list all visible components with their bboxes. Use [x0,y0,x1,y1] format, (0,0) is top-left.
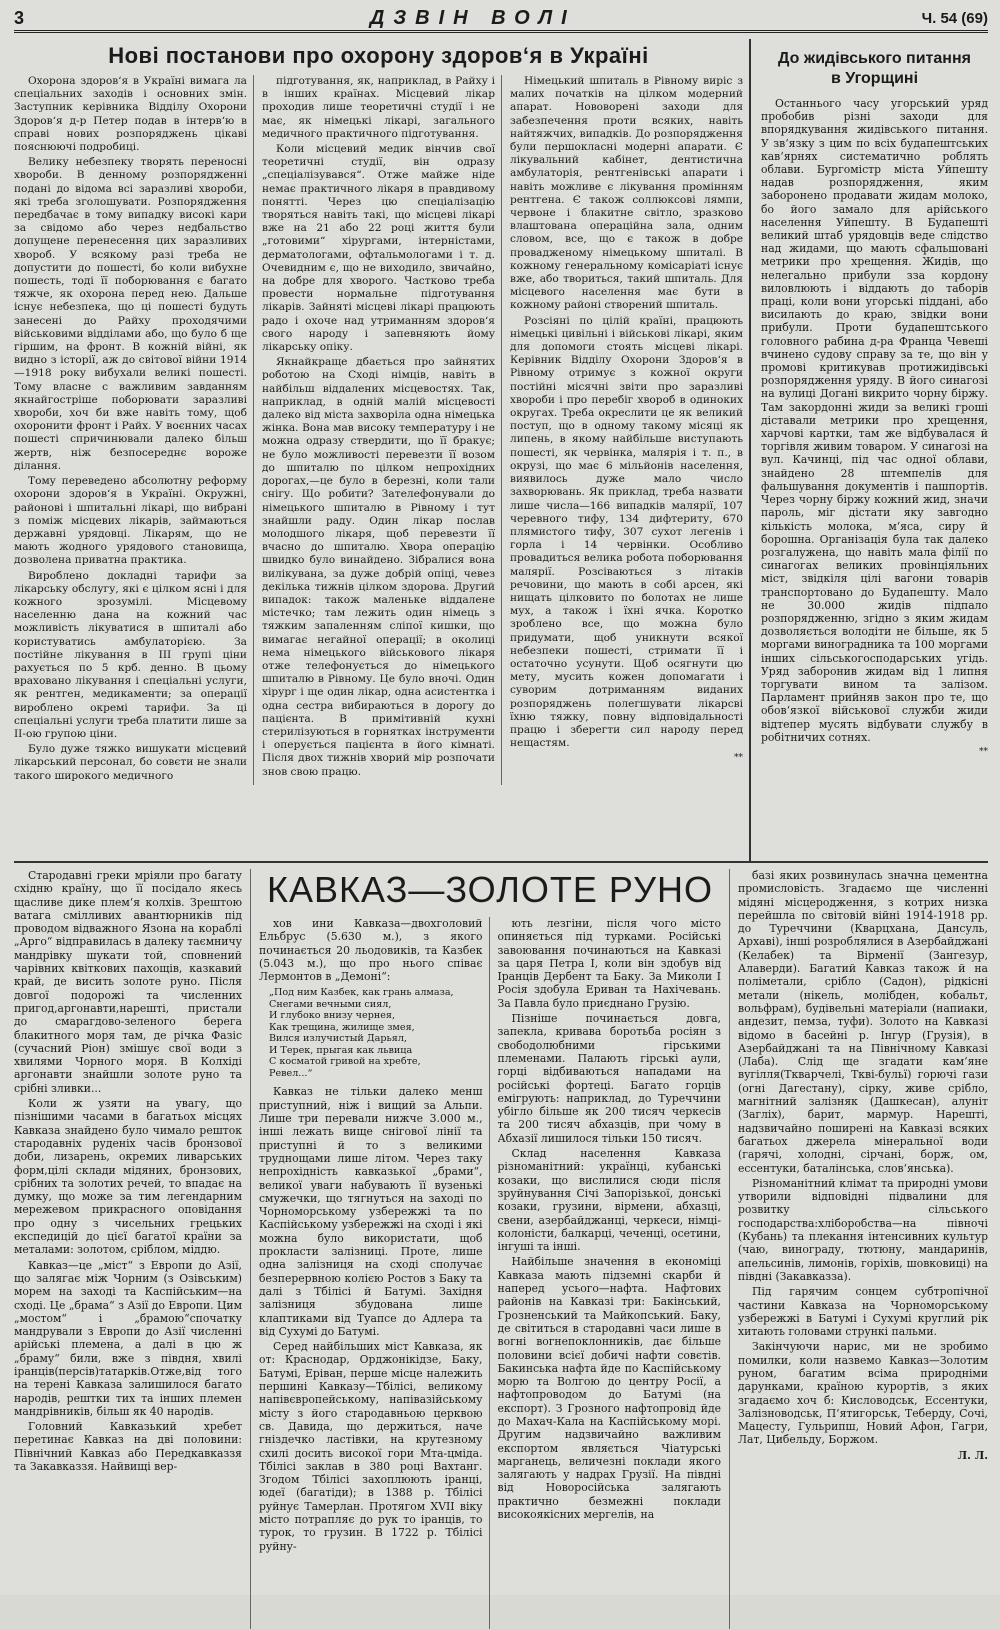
paragraph: Кавказ не тільки далеко менш приступний, ніж і вищий за Альпи. Лише три перевали нижче 3.000 м., інші лежать вище снігової лінії та приступні й то з великими труднощами лише літом. Через таку непрохідність кавказької „брами“, великої уваги набувають її вузенькі смужечки, що тягнуться на заході по Чорноморському узбережжі та по Каспійському узбережжі на сході і які можна було використати, щоб прокласти залізниці. Проте, лише одна залізниця на сході сполучає безперервною колією Ростов з Баку та далі з Тбілісі й Батумі. Західня залізниця збудована лише клаптиками від Туапсе до Адлера та від Сухумі до Батумі. [259,1085,483,1338]
article-caucasus-left-column [14,869,250,1629]
author-signature: Л. Л. [957,1448,988,1462]
paragraph: Коли ж узяти на увагу, що пізнішими часами в багатьох місцях Кавказа знайдено було чимало решток стародавніх руденіх часів бронзової доби, лизарень, окремих ливарських форм,цілі склади мідяних, бронзових, срібних та золотих речей, то впадає на думку, що може за тим легендарним мережевом прикрасного оповідання про одну з чисельних грецьких експедицій до цієї багатої країни за металами: золотом, сріблом, міддю. [14,1097,242,1257]
article-caucasus-column-3 [498,917,722,1629]
paragraph: Різноманітний клімат та природні умови утворили відповідні підвалини для розвитку сільського господарства:хліборобства—на півночі (Кубань) та плекання інтенсивних культур (чаю, винограду, тютюну, мандаринів, апельсинів, лимонів, горіхів, шовковиці) на півдні (Закавказза). [738,1176,988,1283]
poem-line: Вился излучистый Дарьял, [269,1033,407,1045]
paragraph: базі яких розвинулась значна цементна промисловість. Згадаємо ще численні мідяні місцеродження, з котрих низка перейшла по світовій війні 1914-1918 рр. до Туреччини (Кварцхана, Дансуль, Архаві), інші розроблялися в Азербайджані (Келабек) та Вірменії (Зангезур, Алаверди). Багатий Кавказ також й на поліметали, срібло (Садон), рідкісні метали (нікель, молібден, кобальт, вольфрам), будівельні матеріали (напиаки, андезит, пемза, туфи). Золото на Кавказі відомо в басейні р. Інгур (Грузія), в Азербайджані та на Північному Кавказі (Лаба). Слід ще згадати кам‘яне вугілля(Ткварчелі, Ткві-бульї) горючі гази (огні Дагестану), сірку, живе срібло, магнітний залізняк (Дашкесан), алуніт (Загліх), барит, мармур. Нарешті, надзвичайно поширені на Кавказі всяких багатьох джерела мінеральної води (гарячі, холодні, сірчані, борж, ом, ессентуки, баталінська, слов‘янська). [738,869,988,1175]
end-mark: ** [734,753,743,764]
page-number: 3 [14,7,25,28]
paragraph: Коли місцевий медик вінчив свої теоретичні студії, він одразу „спеціалізувався“. Отже майже ніде немає практичного лікаря в правдивому понятті. Через цю спеціалізацію творяться навіть такі, що місцеві лікарі вже на 21 або 22 році життя були „готовими“ хірургами, інтерністами, дерматологами, офтальмологами і т. д. Очевидним є, що не виходило, звичайно, на добре для хворого. Частково треба провести нормальне підготування лікарів. Зайняті місцеві лікарі працюють радо і охоче над утриманням здоров‘я свого народу і запевняють йому лікарську опіку. [262,143,495,354]
paragraph: Серед найбільших міст Кавказа, як от: Краснодар, Орджонікідзе, Баку, Батумі, Еріван, перше місце належить першині Кавказу—Тбілісі, великому напівєвропейському, напівазійському місту з його стародавньою церквою св. Давида, що держиться, наче гніздечко ластівки, на крутезному схилі досить високої гори Мта-цміда. Тбілісі заклав в 380 році Вахтанг. Згодом Тбілісі захоплюють іранці, юдеї (багатіди); в 1388 р. Тбілісі руйнує Тамерлан. Протягом XVII віку місто потрапляє до рук то іранців, то турок, то грузин. В 1722 р. Тбілісі руйну- [259,1340,483,1553]
paragraph: Закінчуючи нарис, ми не зробимо помилки, коли назвемо Кавказ—Золотим руном, багатим всіма природніми дарунками, країною курортів, з яких згадаємо хоч б: Кисловодськ, Ессентуки, Залізноводськ, П‘ятигорськ, Теберду, Сочі, Мацесту, Гульрипш, Новий Афон, Гагри, Лат, Цибельду, Боржом. [738,1340,988,1447]
paragraph: Під гарячим сонцем субтропічної частини Кавказа на Чорноморському узбережжі в Батумі і Сухумі круглий рік хитають головами стрункі пальми. [738,1285,988,1339]
paragraph: хов ини Кавказа—двохголовий Ельбрус (5.630 м.), з якого починається 20 льодовиків, та Казбек (5.043 м.), що про нього співає Лермонтов в „Демоні“: [259,917,483,984]
end-mark: ** [979,746,988,757]
newspaper-title: ДЗВІН ВОЛІ [369,6,576,29]
poem-line: Снегами вечными сиял, [269,998,392,1010]
headline-line: До жидівського питання [778,50,971,67]
paragraph: Найбільше значення в економіці Кавказа мають підземні скарби й наперед усього—нафта. Нафтових районів на Кавказі три: Бакінський, Грозненський та Майкопський. Баку, де світиться в стародавні часи лише в вогні вогнепоклонників, дає більше половини всієї добичі нафти совєтів. Бакинська нафта йде по Каспійському морю та Волгою до центру Росії, а нафтопроводом до Батумі (на експорт). З Грозного нафтопровід йде до Махач-Кала на Каспійському морі. Другим надзвичайно важливим експортом являється Чіатурські марганець, величезні поклади якого залягають у надрах Грузії. На півдні від Новоросійська залягають практично безмежні поклади високоякісних мергелів, на [497,1255,721,1522]
paragraph: Вироблено докладні тарифи за лікарську обслугу, які є цілком ясні і для кожного зрозумілі. Місцевому населенню дана на кожний час можливість лікуватися в шпиталі або користуватись амбулаторією. За постійне лікування в III групі ціни рахується по 5 крб. денно. В цьому враховано лікування і спеціальні услуги, як рентген, медикаменти; за операції вироблено окремі тарифи. За ці спеціальні услуги треба платити лише за II-ою групою ціни. [14,569,247,740]
poem-line: И Терек, прыгая как львица [269,1044,413,1056]
paragraph: Велику небезпеку творять переносні хвороби. В денному розпорядженні подані до відома всі заразливі хвороби, які треба зголошувати. Розпорядження передбачає в тому випадку високі кари за свідомо або через недбальство допущене перенесення цих заразливих хвороб. У всякому разі треба не допустити до пошесті, бо коли вибухне пошесть, тоді її поборювання є багато тяжче, як охорона перед нею. Дальше існує небезпека, що ці пошесті будуть занесені до Райху проходячими військовими відділами або, що було б ще гіршим, на фронт. В кожній війні, як видно з історії, аж до світової війни 1914—1918 року вибухали великі пошесті. Тому власне с важливим завданням якнайгостріше поборювати заразливі хвороби, хоч би вже навіть тому, щоб охоронити фронт і Райх. У воєнних часах пошесті спричинювали далеко більш жертв, ніж безпосереднє вороже ділання. [14,156,247,472]
article-health-column-1 [14,75,254,785]
article-caucasus-middle [250,869,730,1629]
lermontov-poem-quote [269,987,483,1079]
masthead [14,6,988,33]
article-hungary-headline [761,49,988,89]
top-section [14,39,988,863]
poem-line: Как трещина, жилище змея, [269,1021,415,1033]
poem-line: „Под ним Казбек, как грань алмаза, [269,987,454,999]
paragraph: ють лезгіни, після чого місто опиняється під турками. Російські завоювання починаються на Кавказі за царя Петра І, коли він здобув від Іранців Дербент та Баку. За Миколи І Росія здобула Ериван та Нахічевань. За Павла було приєднано Грузію. [497,917,721,1010]
paragraph: Розсіяні по цілій країні, працюють німецькі цивільні і військові лікарі, яким для допомоги стоять місцеві лікарі. Керівник Відділу Охорони Здоров‘я в Рівному отримує з кожної округи постійні місячні звіти про заразливі хвороби і про перебіг хвороб в одиноких округах. Треба окреслити це як великий поступ, що в одному такому місяці як липень, в якому найбільше виступають пошесті, як червінка, малярія і т. п., в окрузі, що має 6 мільйонів населення, виявилось дуже мало число захворювань. Як приклад, треба назвати лише числа—166 випадків малярії, 107 черевного тифу, 134 дифтериту, 670 плямистого тифу, 307 сухот легенів і горла і 14 червінки. Особливо провадиться велика робота поборювання малярії. Розсіваються з літаків речовини, що мають в собі арсен, які нищать цілковито по болотах не лише мух, а також і їхні ячка. Коротко зроблено все, що можна було придумати, щоб уникнути всякої небезпеки пошесті, стримати її і остаточно усунути. Щоб осягнути цю мету, мусить кожен допомагати і суворим дотриманням виданих розпоряджень полегшувати лікарсві їхню тяжку, повну відповідальності працю і зберегти сил народу перед нещастям. [510,314,743,750]
poem-line: Ревел...“ [269,1067,313,1079]
article-health-column-3 [510,75,743,785]
paragraph: Охорона здоров‘я в Україні вимага ла спеціальних заходів і основних змін. Заступник керівника Відділу Охорони Здоров‘я д-р Петер подав в інтерв‘ю в справі нових розпоряджень цікаві пояснюючі подробиці. [14,75,247,154]
article-caucasus [14,869,988,1629]
issue-number: Ч. 54 (69) [921,9,988,27]
paragraph: Склад населення Кавказа різноманітний: українці, кубанські козаки, що вислилися сюди після зруйнування Січі Запорізької, донські козаки, грузини, вірмени, абхазці, свени, азербайджанці, черкеси, німці-колоністи, балкарці, чеченці, осетини, інгуші та інші. [497,1147,721,1254]
article-caucasus-column-2 [259,917,490,1629]
headline-line: в Угорщині [830,70,919,87]
paragraph: Німецький шпиталь в Рівному виріс з малих початків на цілком модерний апарат. Нововорені заходи для забезпечення проти всяких, навіть найтяжчих, випадків. До розпорядження були першокласні модерні апарати. Є лікувальний кабінет, дентистична амбулаторія, рентгенівські апарати і навіть можливе є лікування промінням рентгена. Є також соллюксові лямпи, червоне і блакитне світло, зразково влаштована операційна зала, одним словом, все, що є також в добре провадженому німецькому шпиталі. В кожному генеральному комісаріаті існує вже, або твориться, такий шпиталь. Для місцевого населення має бути в кожному районі створений шпиталь. [510,75,743,312]
article-health-column-2 [262,75,502,785]
paragraph: Тому переведено абсолютну реформу охорони здоров‘я в Україні. Окружні, районові і шпитальні лікарі, що вибрані з поміж місцевих лікарів, займаються державні урядовці. Лікарям, що не мають жодного урядового становища, дозволена приватна практика. [14,475,247,567]
paragraph: Якнайкраще дбається про зайнятих роботою на Сході німців, навіть в найбільш віддалених місцевостях. Так, наприклад, в одній малій місцевості далеко від міста захворіла одна німецька жінка. Вона мав високу температуру і не можна одразу ствердити, що її бракує; не було можливості перевезти її возом до шпиталю по цілком непрохідних дорогах,—це було в березні, коли тали снігу. Що робити? Зателефонували до німецького шпиталю в Рівному і тут знайшли раду. Один лікар послав молодшого лікаря, щоб перевезти її вчасно до шпиталю. Хвора операцію швидко було винайдено. Зібралися вона вилікувана, за дуже добрій опіці, чевез декілька тижнів цілком здорова. Другий випадок: також маленьке віддалене містечко; там лежить один німець з тяжким запаленням сліпої кишки, що вимагає негайної операції; в околиці нема німецького військового лікаря отже телефонується до німецького шпиталю в Рівному. Це було вночі. Один хірург і ще один лікар, одна асистентка і одна сестра вибираються в дорогу до пацієнта. В примітивній кухні стерилізуються в горнятках інструменти і оперується пацієнта в його кімнаті. Після двох тижнів хворий мір розпочати знов свою працю. [262,356,495,778]
paragraph: Пізніше починається довга, запекла, кривава боротьба росіян з свободолюбними гірськими племенами. Палають гірські аули, горці відбиваються нападами на російські фортеці. Багато горців емігрують: наприклад, до Туреччини убігло більше як 200 тисяч черкесів та 200 тисяч абхазців, при чому в Абхазії лишилося тільки 150 тисяч. [497,1012,721,1145]
poem-line: И глубоко внизу чернея, [269,1010,396,1022]
article-health-headline: Нові постанови про охорону здоров‘я в Україні [108,43,649,68]
article-caucasus-right-column [730,869,988,1629]
poem-line: С косматой гривой на хребте, [269,1056,421,1068]
article-caucasus-headline: КАВКАЗ—ЗОЛОТЕ РУНО [267,869,713,910]
paragraph: Останнього часу угорський уряд пробобив різні заходи для впорядкування жидівського питання. У зв‘язку з цим по всіх будапештських кав‘ярнях систематично роблять облави. Бургомістр міста Уйпешту надав розпорядження, яким заборонено продавати жидам молоко, бо його замало для арійського населення Уйпешту. В Будапешті великий штаб урядовців веде слідство над жидами, що мають сфальшовані метрики про хрещення. Жидів, що нелегально прибули зза кордону виловлюють і віддають до таборів праці, коли вони угорські піддані, або висилають до краю, звідки вони прибули. Проти будапештського головного рабина д-ра Франца Чевеші вчинено судову справу за те, що він у промові критикував протижидівські розпорядження уряду. В його синагозі на вулиці Догані викрито чорну біржу. Там закордонні жиди за великі гроші діставали метрики про хрещення, харчові картки, там же відбувалася й торгівля живим товаром. У синагозі на вул. Качинці, під час одної облави, знайдено 28 штемпелів для фальшування документів і пашпортів. Через чорну біржу кожний жид, значи пароль, міг дістати яку завгодно кількість молока, м‘яса, сиру й борошна. Організація була так далеко розгалужена, що навіть мала філії по синагогах великих провінціяльних міст, звідкіля цілі вагони товарів транспортовано до Будапешту. Мало не 30.000 жидів підпало розпорядженню, згідно з яким жидам дозволяється володіти не більше, як 5 моргами виноградника та 100 моргами інших сільськогосподарських угідь. Уряд заборонив жидам від 1 липня торгувати вином та залізом. Парламент прийняв закон про те, що обов‘язкої військової служби жиди відтепер мусять відбувати службу в робітничих сотнях. [761,97,988,744]
article-hungary [751,39,988,861]
paragraph: підготування, як, наприклад, в Райху і в інших країнах. Місцевий лікар проходив лише теоретичні студії і не має, як німецькі лікарі, загального медичного практичного підготування. [262,75,495,140]
paragraph: Кавказ—це „міст“ з Европи до Азії, що залягає між Чорним (з Озівським) морем на заході та Каспійським—на сході. Це „брама“ з Азії до Европи. Цим „мостом“ і „брамою“спочатку мандрували з Европи до Азії численні арійські племена, а далі в цю ж „браму“ били, вже з півдня, хвилі іранців(персів)татарків.Отже,від того на терені Кавказа залишилося багато народів, рештки тих та інших племен мандрівників, більш як 40 народів. [14,1258,243,1418]
article-health [14,39,751,861]
paragraph: Головний Кавказький хребет перетинає Кавказ на дві половини: Північний Кавказ або Передкавказзя та Закавказзя. Найвищі вер- [14,1420,242,1474]
paragraph: Стародавні греки мріяли про багату східню країну, що її посідало якесь щасливе дике плем‘я колхів. Зрештою ватага смілливих авантюрників під проводом відважного Язона на кораблі „Арго“ відправилась в далеку таємничу мандрівку шукати той, сповнений чарівних квіткових пахощів, казкавий край, де висить золоте руно. Після довгої подорожі та численних пригод,аргонавти,нарешті, пристали до смарагдово-зеленого берега блакитного моря там, де річка Фазіс (сучасний Ріон) змішує свої води з хвилями Чорного моря. В Колхіді аргонавти знайшли золоте руно та срібні зливки... [14,869,242,1095]
paragraph: Було дуже тяжко вишукати місцевий лікарський персонал, бо совєти не знали такого широкого медичного [14,743,247,782]
